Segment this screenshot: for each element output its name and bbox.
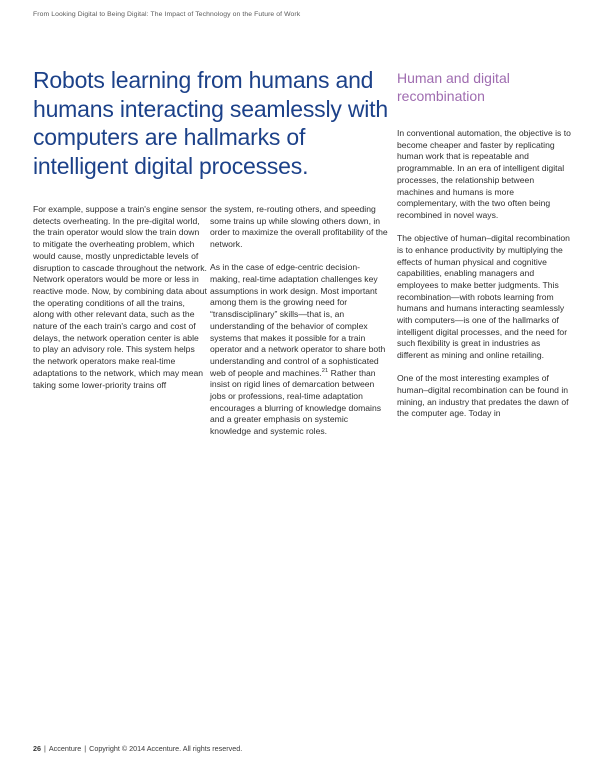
footer-divider: | bbox=[84, 744, 87, 753]
footnote-reference: 21 bbox=[321, 367, 329, 374]
page-title: Robots learning from humans and humans interacting seamlessly with computers are hallmarks of intelligent digital processes. bbox=[33, 67, 388, 179]
paragraph: For example, suppose a train's engine sensor detects overheating. In the pre-digital world, the train operator would slow the train down to mitigate the overheating problem, which would cause, mostly unpredictable levels of disruption to cascade throughout the network. Network operators would be more or less in reactive mode. Now, by combining data about the operating conditions of all the trains, along with other relevant data, such as the nature of the each train's cargo and cost of delays, the network operation center is able to play an advisory role. This system helps the network operators make real-time adaptations to the network, which may mean taking some lower-priority trains off bbox=[33, 204, 207, 390]
footer-divider: | bbox=[44, 744, 46, 753]
page-footer bbox=[33, 744, 242, 753]
paragraph: The objective of human–digital recombination is to enhance productivity by multiplying the effects of human physical and cognitive capabilities, enabling managers and employees to make better judgments. This recombination—with robots learning from humans and humans interacting seamlessly with computers—is one of the hallmarks of intelligent digital processes, and the need for such flexibility is great in industries as different as mining and online retailing. bbox=[397, 233, 570, 361]
paragraph-text: As in the case of edge-centric decision-making, real-time adaptation challenges key assumptions in work design. Most important among them is the growing need for “transdisciplinary” skills—that is, an understanding of the behavior of complex systems that makes it possible for a train operator and a network operator to share both understanding and control of a sophisticated web of people and machines. bbox=[210, 262, 386, 378]
body-column-left bbox=[33, 204, 207, 403]
footer-brand: Accenture bbox=[48, 744, 82, 753]
body-column-right bbox=[397, 128, 571, 432]
body-column-middle bbox=[210, 204, 389, 449]
paragraph: In conventional automation, the objective is to become cheaper and faster by replicating human work that is repeatable and programmable. In an era of intelligent digital processes, the relationship between machines and humans is more complementary, with the two often being recombined in novel ways. bbox=[397, 128, 571, 220]
paragraph bbox=[210, 262, 389, 438]
paragraph: the system, re-routing others, and speeding some trains up while slowing others down, in order to maximize the overall profitability of the network. bbox=[210, 204, 388, 250]
paragraph: One of the most interesting examples of human–digital recombination can be found in mining, an industry that predates the dawn of the computer age. Today in bbox=[397, 373, 569, 419]
paragraph-text: Rather than insist on rigid lines of demarcation between jobs or professions, real-time adaptation encourages a blurring of knowledge domains and a greater emphasis on systemic knowledge and systemic roles. bbox=[210, 367, 382, 437]
running-header: From Looking Digital to Being Digital: The Impact of Technology on the Future of Work bbox=[33, 11, 301, 18]
section-heading: Human and digital recombination bbox=[397, 70, 510, 104]
footer-copyright: Copyright © 2014 Accenture. All rights reserved. bbox=[89, 744, 243, 753]
page-number: 26 bbox=[33, 744, 41, 753]
